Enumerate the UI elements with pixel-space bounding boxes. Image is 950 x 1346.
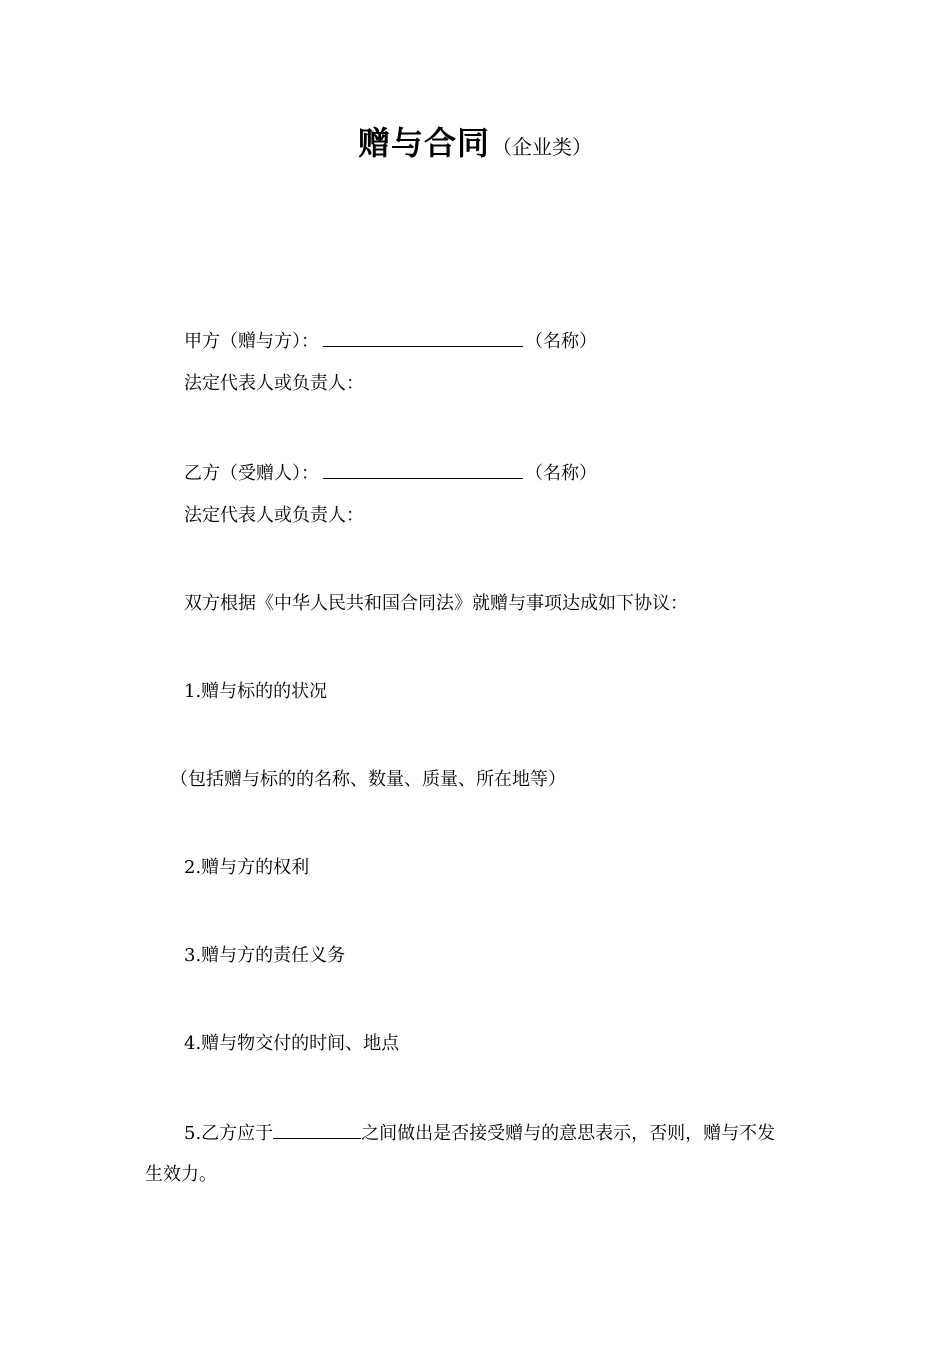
party-a-name-blank xyxy=(323,328,523,347)
clause-3-heading: 3.赠与方的责任义务 xyxy=(184,945,346,966)
document-title-block xyxy=(0,118,950,164)
document-title: 赠与合同 xyxy=(357,124,490,162)
clause-1-heading: 1.赠与标的的状况 xyxy=(184,681,328,702)
intro-paragraph: 双方根据《中华人民共和国合同法》就赠与事项达成如下协议： xyxy=(184,593,688,614)
party-b-line xyxy=(184,460,597,486)
party-a-line xyxy=(184,328,597,354)
party-b-label: 乙方（受赠人）： xyxy=(184,463,319,484)
party-b-suffix: （名称） xyxy=(525,463,597,484)
party-a-suffix: （名称） xyxy=(525,331,597,352)
clause-5-suffix: 之间做出是否接受赠与的意思表示，否则，赠与不发 xyxy=(361,1123,776,1144)
party-b-name-blank xyxy=(323,460,523,479)
clause-2-heading: 2.赠与方的权利 xyxy=(184,857,310,878)
document-subtitle: （企业类） xyxy=(492,135,592,159)
clause-5-continuation: 生效力。 xyxy=(145,1164,217,1185)
party-a-label: 甲方（赠与方）： xyxy=(184,331,319,352)
clause-1-note: （包括赠与标的的名称、数量、质量、所在地等） xyxy=(170,769,566,790)
clause-4-heading: 4.赠与物交付的时间、地点 xyxy=(184,1033,400,1054)
party-b-representative: 法定代表人或负责人： xyxy=(184,505,364,526)
clause-5-paragraph xyxy=(184,1120,775,1146)
party-a-representative: 法定代表人或负责人： xyxy=(184,373,364,394)
clause-5-period-blank xyxy=(273,1120,361,1139)
clause-5-prefix: 5.乙方应于 xyxy=(184,1123,274,1144)
